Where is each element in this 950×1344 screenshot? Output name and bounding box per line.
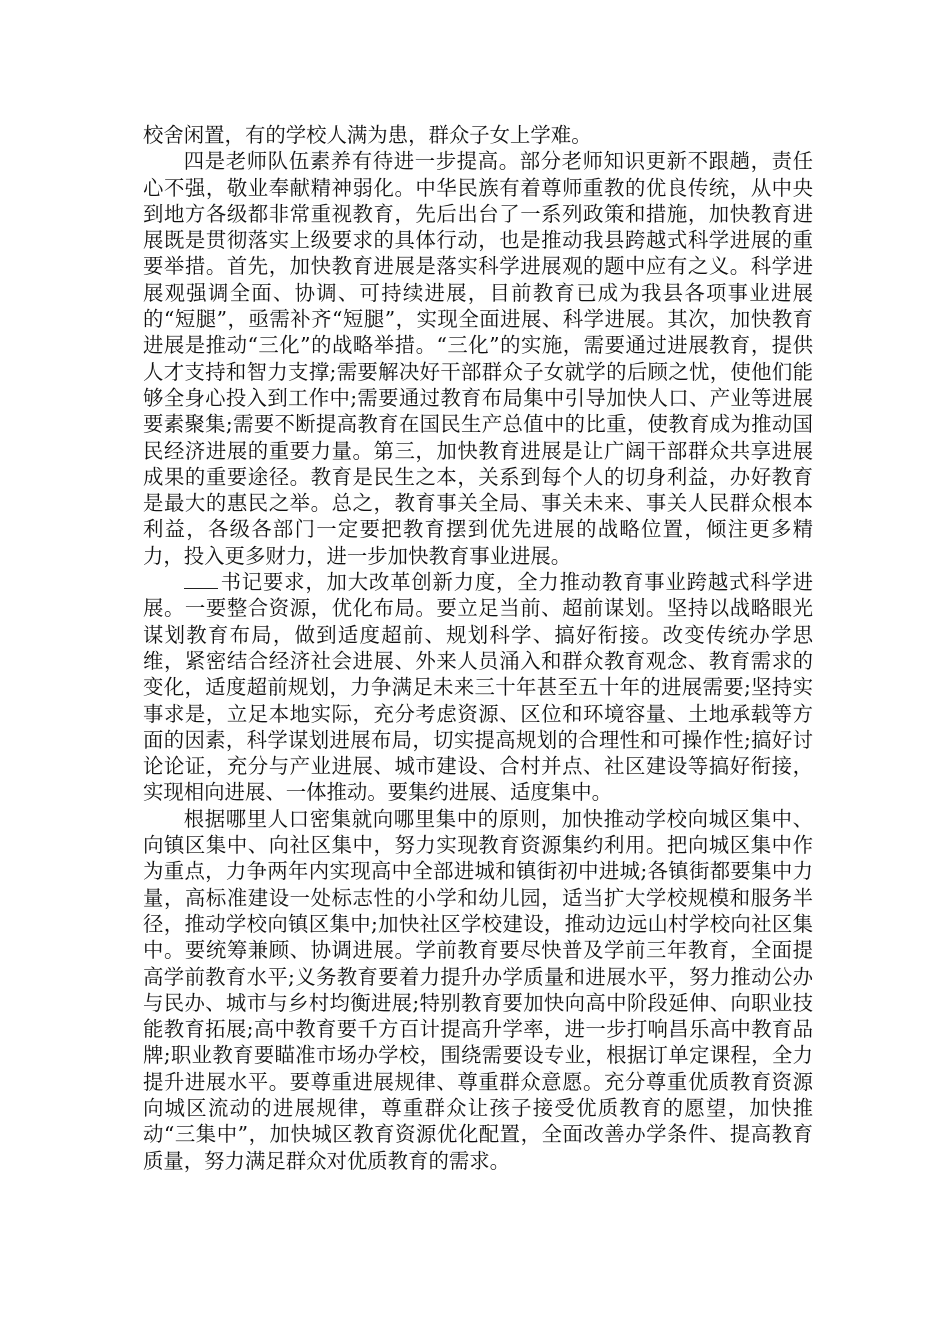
paragraph-concentration-principle: 根据哪里人口密集就向哪里集中的原则，加快推动学校向城区集中、向镇区集中、向社区集中，努力实现教育资源集约利用。把向城区集中作为重点，力争两年内实现高中全部进城和镇街初中进城;各镇街都要集中力量，高标准建设一处标志性的小学和幼儿园，适当扩大学校规模和服务半径，推动学校向镇区集中;加快社区学校建设，推动边远山村学校向社区集中。要统筹兼顾、协调进展。学前教育要尽快普及学前三年教育，全面提高学前教育水平;义务教育要着力提升办学质量和进展水平，努力推动公办与民办、城市与乡村均衡进展;特别教育要加快向高中阶段延伸、向职业技能教育拓展;高中教育要千方百计提高升学率，进一步打响昌乐高中教育品牌;职业教育要瞄准市场办学校，围绕需要设专业，根据订单定课程，全力提升进展水平。要尊重进展规律、尊重群众意愿。充分尊重优质教育资源向城区流动的进展规律，尊重群众让孩子接受优质教育的愿望，加快推动“三集中”，加快城区教育资源优化配置，全面改善办学条件、提高教育质量，努力满足群众对优质教育的需求。 <box>143 806 813 1173</box>
document-body <box>143 122 813 1174</box>
name-blank <box>184 587 218 589</box>
paragraph-secretary-text: 书记要求，加大改革创新力度，全力推动教育事业跨越式科学进展。一要整合资源，优化布局。要立足当前、超前谋划。坚持以战略眼光谋划教育布局，做到适度超前、规划科学、搞好衔接。改变传统办学思维，紧密结合经济社会进展、外来人员涌入和群众教育观念、教育需求的变化，适度超前规划，力争满足未来三十年甚至五十年的进展需要;坚持实事求是，立足本地实际，充分考虑资源、区位和环境容量、土地承载等方面的因素，科学谋划进展布局，切实提高规划的合理性和可操作性;搞好讨论论证，充分与产业进展、城市建设、合村并点、社区建设等搞好衔接，实现相向进展、一体推动。要集约进展、适度集中。 <box>143 570 813 805</box>
paragraph-teacher-quality: 四是老师队伍素养有待进一步提高。部分老师知识更新不跟趟，责任心不强，敬业奉献精神弱化。中华民族有着尊师重教的优良传统，从中央到地方各级都非常重视教育，先后出台了一系列政策和措施，加快教育进展既是贯彻落实上级要求的具体行动，也是推动我县跨越式科学进展的重要举措。首先，加快教育进展是落实科学进展观的题中应有之义。科学进展观强调全面、协调、可持续进展，目前教育已成为我县各项事业进展的“短腿”，亟需补齐“短腿”，实现全面进展、科学进展。其次，加快教育进展是推动“三化”的战略举措。“三化”的实施，需要通过进展教育，提供人才支持和智力支撑;需要解决好干部群众子女就学的后顾之忧，使他们能够全身心投入到工作中;需要通过教育布局集中引导加快人口、产业等进展要素聚集;需要不断提高教育在国民生产总值中的比重，使教育成为推动国民经济进展的重要力量。第三，加快教育进展是让广阔干部群众共享进展成果的重要途径。教育是民生之本，关系到每个人的切身利益，办好教育是最大的惠民之举。总之，教育事关全局、事关未来、事关人民群众根本利益，各级各部门一定要把教育摆到优先进展的战略位置，倾注更多精力，投入更多财力，进一步加快教育事业进展。 <box>143 149 813 568</box>
paragraph-secretary-requirements <box>143 569 813 806</box>
paragraph-continuation: 校舍闲置，有的学校人满为患，群众子女上学难。 <box>143 123 592 147</box>
